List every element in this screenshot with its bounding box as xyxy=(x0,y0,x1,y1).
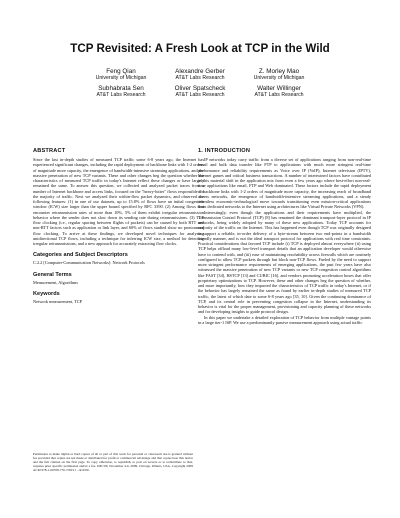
keywords-heading: Keywords xyxy=(33,290,60,297)
author-block xyxy=(214,68,344,82)
general-terms-text: Measurement, Algorithms xyxy=(33,279,78,285)
paper-title: TCP Revisited: A Fresh Look at TCP in the Wild xyxy=(70,42,330,55)
abstract-heading: ABSTRACT xyxy=(33,148,66,154)
author-name: Z. Morley Mao xyxy=(258,68,300,75)
author-name: Alexandre Gerber xyxy=(175,68,225,75)
left-column xyxy=(33,148,204,304)
introduction-heading: 1. INTRODUCTION xyxy=(198,148,251,154)
right-column xyxy=(198,148,371,325)
abstract-text: Since the last in-depth studies of measured TCP traffic some 6-8 years ago, the Internet has experienced significant changes, including the rapid deployment of backbone links with 1-2 orders of magnitude more capacity, the emergence of bandwidth-intensive streaming applications, and the massive penetration of new TCP variants. These and other changes beg the question whether the characteristics of measured TCP traffic in today's Internet reflect these changes or have largely remained the same. To answer this question, we collected and analyzed packet traces from a number of Internet backbone and access links, focused on the "heavy-hitter" flows responsible for the majority of traffic. Next we analyzed their within-flow packet dynamics, and observed the following features: (1) in one of our datasets, up to 15.8% of flows have an initial congestion window (ICW) size larger than the upper bound specified by RFC 3390. (2) Among flows that encounter retransmission rates of more than 10%, 5% of them exhibit irregular retransmission behavior where the sender does not slow down its sending rate during retransmissions. (3) TCP flow clocking (i.e., regular spacing between flights of packets) can be caused by both RTT and non-RTT factors such as application or link layer, and 60% of flows studied show no pronounced flow clocking. To arrive at these findings, we developed novel techniques for analyzing unidirectional TCP flows, including a technique for inferring ICW size, a method for detecting irregular retransmissions, and a new approach for accurately extracting flow clocks. xyxy=(33,157,204,246)
author-affiliation: AT&T Labs Research xyxy=(175,75,225,81)
author-affiliation: AT&T Labs Research xyxy=(175,92,225,98)
intro-paragraph: IP networks today carry traffic from a diverse set of applications ranging from non-real-time email and bulk data transfer like FTP to applications with much more stringent real-time performance and reliability requirements as Voice over IP (VoIP), Internet television (IPTV), Internet games and critical business transactions. A number of intertwined factors have contributed to this material shift in the application mix from even a few years ago where best-effort non-real-time applications like email, FTP and Web dominated. These factors include the rapid deployment of backbone links with 1-2 orders of magnitude more capacity, the increasing reach of broadband access networks, the emergence of bandwidth-intensive streaming applications, and a steady relentless economic-technological move towards transitioning even mission-critical applications from dedicated networks to the Internet using architectures like Virtual Private Networks (VPN). xyxy=(198,157,371,210)
intro-paragraph: Interestingly, even though the applications and their requirements have multiplied, the Transmission Control Protocol (TCP) [8] has remained the dominant transport-layer protocol in IP networks, being widely adopted by many of these new applications. Today TCP accounts for majority of the traffic on the Internet. This has happened even though TCP was originally designed to support a reliable, in-order delivery of a byte-stream between two end-points in a bandwidth friendly manner, and is not the ideal transport protocol for applications with real time constraints. Practical considerations that favored TCP include (i) TCP is deployed almost everywhere (ii) using TCP helps offload many low-level transport details that an application developer would otherwise have to contend with, and (iii) ease of maintaining reachability across firewalls which are routinely configured to allow TCP packets through but block non-TCP flows. Fueled by the need to support more stringent performance requirements of emerging applications, the past few years have also witnessed the massive penetration of new TCP variants or new TCP congestion control algorithms like FAST [34], HSTCP [13] and CUBIC [16], and vendors promoting acceleration boxes that offer proprietary optimizations to TCP. However, these and other changes beg the question of whether, and more importantly, how they impacted the characteristics of TCP traffic in today's Internet, or if the behavior has largely remained the same as found by earlier in-depth studies of measured TCP traffic, the latest of which date to some 6-8 years ago [35, 10]. Given the continuing dominance of TCP, and its central role in preventing congestion collapse in the Internet, understanding its behavior is vital for the proper management, provisioning and capacity planning of these networks and for developing insights to guide protocol design. xyxy=(198,209,371,315)
author-name: Walter Willinger xyxy=(257,85,301,92)
author-name: Feng Qian xyxy=(106,68,136,75)
author-affiliation: University of Michigan xyxy=(253,75,305,81)
author-name: Oliver Spatscheck xyxy=(174,85,226,92)
author-affiliation: AT&T Labs Research xyxy=(254,92,304,98)
keywords-text: Network measurement, TCP xyxy=(33,298,82,304)
author-name: Subhabrata Sen xyxy=(98,85,144,92)
categories-heading: Categories and Subject Descriptors xyxy=(33,252,128,259)
copyright-footnote: Permission to make digital or hard copies of all or part of this work for personal or classroom use is granted without fee provided that copies are not made or distributed for profit or commercial advantage and that copies bear this notice and the full citation on the first page. To copy otherwise, to republish, to post on servers or to redistribute to lists, requires prior specific permission and/or a fee. IMC'09, November 4-6, 2009, Chicago, Illinois, USA. Copyright 2009 ACM 978-1-60558-770-7/09/11 ...$10.00. xyxy=(33,452,193,473)
general-terms-heading: General Terms xyxy=(33,271,72,278)
author-affiliation: AT&T Labs Research xyxy=(96,92,146,98)
author-affiliation: University of Michigan xyxy=(95,75,147,81)
categories-text: C.2.2 [Computer-Communication Networks]: Network Protocols xyxy=(33,260,145,266)
author-block xyxy=(214,85,344,99)
intro-paragraph: In this paper we undertake a detailed exploration of TCP behavior from multiple vantage points in a large tier-1 ISP. We use a predominantly passive measurement approach using actual traffic xyxy=(198,314,371,325)
